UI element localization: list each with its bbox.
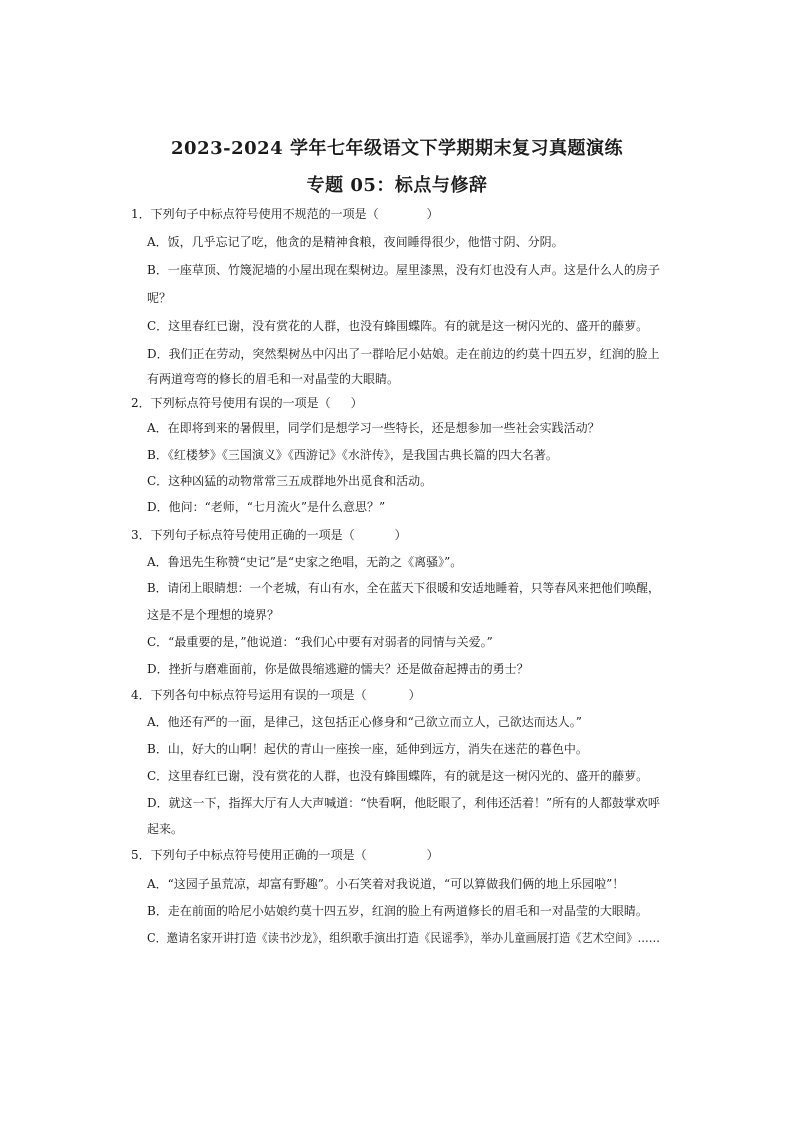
question-1-stem: 1．下列句子中标点符号使用不规范的一项是（ ） (131, 207, 439, 221)
question-2-option-c: C．这种凶猛的动物常常三五成群地外出觅食和活动。 (147, 474, 433, 488)
question-2-option-b: B．《红楼梦》《三国演义》《西游记》《水浒传》，是我国古典长篇的四大名著。 (147, 448, 558, 462)
question-4-option-d-continued: 起来。 (147, 822, 184, 836)
question-1-option-a: A．饭，几乎忘记了吃，他贪的是精神食粮，夜间睡得很少，他惜寸阴、分阴。 (147, 235, 564, 249)
question-4-option-a: A．他还有严的一面，是律己，这包括正心修身和“己欲立而立人，己欲达而达人。” (147, 715, 582, 729)
question-3-option-b: B．请闭上眼睛想：一个老城，有山有水，全在蓝天下很暖和安适地睡着，只等春风来把他们唤醒， (147, 581, 660, 595)
question-4-option-d: D．就这一下，指挥大厅有人大声喊道：“快看啊，他眨眼了，利伟还活着！”所有的人都鼓掌欢呼 (147, 796, 660, 810)
question-1-option-d: D．我们正在劳动，突然梨树丛中闪出了一群哈尼小姑娘。走在前边的约莫十四五岁，红润的脸上 (147, 347, 660, 361)
question-3-option-a: A．鲁迅先生称赞“史记”是“史家之绝唱，无韵之《离骚》”。 (147, 555, 463, 569)
question-4-option-c: C．这里春红已谢，没有赏花的人群，也没有蜂围蝶阵，有的就是这一树闪光的、盛开的藤萝。 (147, 769, 649, 783)
question-2-stem: 2．下列标点符号使用有误的一项是（ ） (131, 396, 363, 410)
question-5-option-a: A．“这园子虽荒凉，却富有野趣”。小石笑着对我说道，“可以算做我们俩的地上乐园啦”！ (147, 877, 625, 891)
question-3-option-d: D．挫折与磨难面前，你是做畏缩逃避的懦夫？还是做奋起搏击的勇士？ (147, 662, 529, 676)
question-5-option-b: B．走在前面的哈尼小姑娘约莫十四五岁，红润的脸上有两道修长的眉毛和一对晶莹的大眼睛。 (147, 904, 648, 918)
question-5-stem: 5．下列句子中标点符号使用正确的一项是（ ） (131, 848, 439, 862)
question-4-option-b: B．山，好大的山啊！起伏的青山一座挨一座，延伸到远方，消失在迷茫的暮色中。 (147, 742, 588, 756)
question-3-option-c: C．“最重要的是，”他说道：“我们心中要有对弱者的同情与关爱。” (147, 635, 493, 649)
question-1-option-d-continued: 有两道弯弯的修长的眉毛和一对晶莹的大眼睛。 (147, 372, 400, 386)
question-3-option-b-continued: 这是不是个理想的境界？ (147, 608, 280, 622)
question-1-option-c: C．这里春红已谢，没有赏花的人群，也没有蜂围蝶阵。有的就是这一树闪光的、盛开的藤萝。 (147, 319, 649, 333)
question-2-option-d: D．他问：“老师，“七月流火”是什么意思？” (147, 500, 386, 514)
question-4-stem: 4．下列各句中标点符号运用有误的一项是（ ） (131, 688, 421, 702)
question-3-stem: 3．下列句子标点符号使用正确的一项是（ ） (131, 528, 407, 542)
page-subtitle: 专题 05：标点与修辞 (306, 175, 488, 196)
question-2-option-a: A．在即将到来的暑假里，同学们是想学习一些特长，还是想参加一些社会实践活动？ (147, 421, 600, 435)
question-1-option-b-continued: 呢？ (147, 291, 172, 305)
question-5-option-c: C．邀请名家开讲打造《读书沙龙》，组织歌手演出打造《民谣季》，举办儿童画展打造《艺术空间》…… (147, 931, 660, 945)
question-1-option-b: B．一座草顶、竹篾泥墙的小屋出现在梨树边。屋里漆黑，没有灯也没有人声。这是什么人的房子 (147, 263, 660, 277)
page-title: 2023-2024 学年七年级语文下学期期末复习真题演练 (171, 138, 623, 159)
